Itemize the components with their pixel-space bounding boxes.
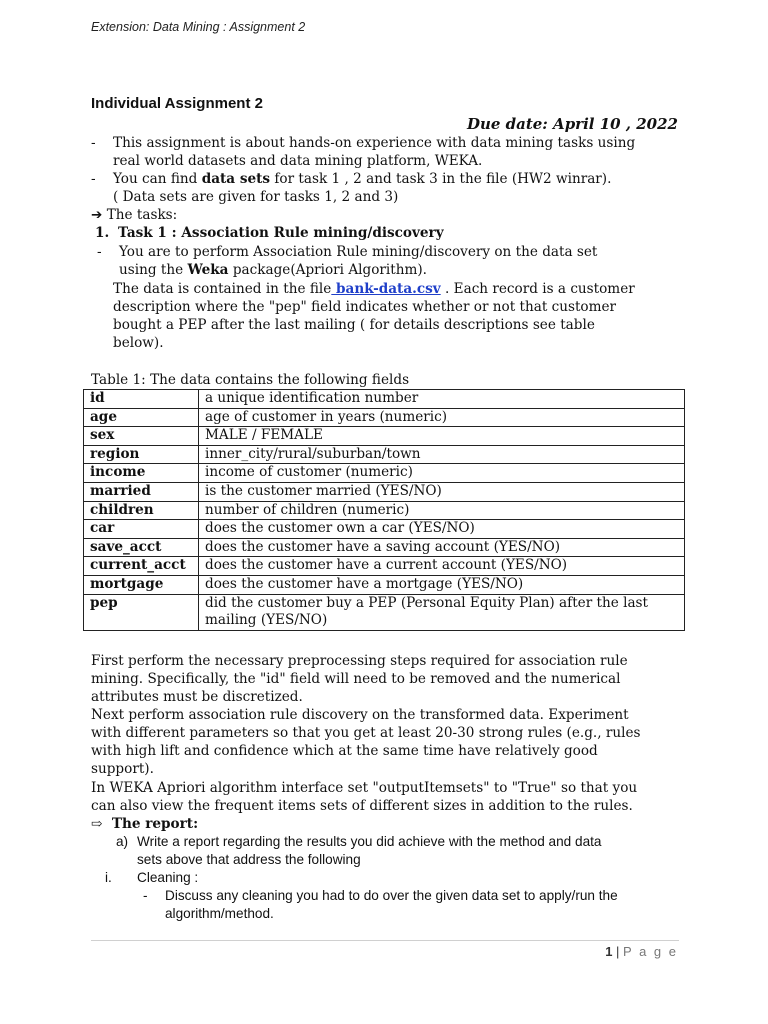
field-name: sex bbox=[84, 427, 199, 446]
table-row bbox=[84, 464, 685, 483]
report-a-line-1: Write a report regarding the results you did achieve with the method and data bbox=[137, 834, 602, 849]
due-date: Due date: April 10 , 2022 bbox=[466, 115, 678, 133]
field-description: is the customer married (YES/NO) bbox=[199, 482, 685, 501]
field-name: age bbox=[84, 408, 199, 427]
field-description: age of customer in years (numeric) bbox=[199, 408, 685, 427]
page-footer: 1 | P a g e bbox=[605, 944, 678, 959]
tasks-line: ➔ The tasks: bbox=[91, 207, 178, 223]
task1-desc-line-3: bought a PEP after the last mailing ( for details descriptions see table bbox=[113, 317, 595, 333]
p2-line-3: with high lift and confidence which at the same time have relatively good bbox=[91, 743, 598, 759]
footer-divider bbox=[91, 940, 679, 941]
task1-heading: Task 1 : Association Rule mining/discovery bbox=[118, 225, 444, 241]
p2-line-2: with different parameters so that you get at least 20-30 strong rules (e.g., rules bbox=[91, 725, 641, 741]
intro-bullet-2-line-1: You can find data sets for task 1 , 2 and task 3 in the file (HW2 winrar). bbox=[113, 171, 612, 187]
field-name: pep bbox=[84, 594, 199, 630]
report-dash-line-1: Discuss any cleaning you had to do over the given data set to apply/run the bbox=[165, 888, 618, 903]
field-name: save_acct bbox=[84, 538, 199, 557]
table-caption: Table 1: The data contains the following fields bbox=[91, 372, 410, 388]
intro-bullet-1-line-1: This assignment is about hands-on experience with data mining tasks using bbox=[113, 135, 636, 151]
dash-marker: - bbox=[97, 244, 102, 260]
table-row bbox=[84, 445, 685, 464]
table-row bbox=[84, 501, 685, 520]
report-dash-line-2: algorithm/method. bbox=[165, 906, 274, 921]
p2-line-1: Next perform association rule discovery on the transformed data. Experiment bbox=[91, 707, 629, 723]
field-name: children bbox=[84, 501, 199, 520]
field-description: does the customer have a mortgage (YES/NO) bbox=[199, 575, 685, 594]
table-row bbox=[84, 538, 685, 557]
p1-line-3: attributes must be discretized. bbox=[91, 689, 303, 705]
field-description: MALE / FEMALE bbox=[199, 427, 685, 446]
task1-desc-line-4: below). bbox=[113, 335, 164, 351]
field-description: does the customer have a saving account (YES/NO) bbox=[199, 538, 685, 557]
field-description: number of children (numeric) bbox=[199, 501, 685, 520]
field-name: married bbox=[84, 482, 199, 501]
task1-data-line: The data is contained in the file bank-data.csv . Each record is a customer bbox=[113, 281, 635, 297]
task1-desc-line-2: description where the "pep" field indicates whether or not that customer bbox=[113, 299, 617, 315]
dash-marker: - bbox=[91, 171, 96, 187]
report-a-label: a) bbox=[116, 834, 129, 849]
task1-number: 1. bbox=[95, 225, 110, 241]
p3-line-1: In WEKA Apriori algorithm interface set "outputItemsets" to "True" so that you bbox=[91, 780, 638, 796]
report-i-label: i. bbox=[105, 870, 112, 885]
p1-line-1: First perform the necessary preprocessing steps required for association rule bbox=[91, 653, 628, 669]
table-row bbox=[84, 520, 685, 539]
report-a-line-2: sets above that address the following bbox=[137, 852, 361, 867]
p3-line-2: can also view the frequent items sets of different sizes in addition to the rules. bbox=[91, 798, 633, 814]
bank-data-link[interactable]: bank-data.csv bbox=[331, 281, 441, 297]
field-description: income of customer (numeric) bbox=[199, 464, 685, 483]
field-description: inner_city/rural/suburban/town bbox=[199, 445, 685, 464]
table-row bbox=[84, 408, 685, 427]
running-header: Extension: Data Mining : Assignment 2 bbox=[91, 20, 306, 34]
report-dash: - bbox=[143, 888, 148, 903]
assignment-title: Individual Assignment 2 bbox=[91, 95, 263, 112]
field-name: car bbox=[84, 520, 199, 539]
field-name: current_acct bbox=[84, 557, 199, 576]
field-description: does the customer own a car (YES/NO) bbox=[199, 520, 685, 539]
arrow-outline-icon: ⇨ bbox=[91, 816, 103, 832]
table-row bbox=[84, 427, 685, 446]
field-description: does the customer have a current account (YES/NO) bbox=[199, 557, 685, 576]
task1-bullet-line-2: using the Weka package(Apriori Algorithm). bbox=[119, 262, 427, 278]
table-row bbox=[84, 390, 685, 409]
report-i-text: Cleaning : bbox=[137, 870, 199, 885]
task1-bullet-line-1: You are to perform Association Rule mining/discovery on the data set bbox=[119, 244, 598, 260]
table-row bbox=[84, 557, 685, 576]
report-heading: ⇨ The report: bbox=[91, 816, 199, 832]
field-description: did the customer buy a PEP (Personal Equity Plan) after the last mailing (YES/NO) bbox=[199, 594, 685, 630]
field-name: income bbox=[84, 464, 199, 483]
p2-line-4: support). bbox=[91, 761, 154, 777]
field-name: mortgage bbox=[84, 575, 199, 594]
fields-table bbox=[83, 389, 685, 631]
arrow-icon: ➔ bbox=[91, 207, 103, 223]
field-description: a unique identification number bbox=[199, 390, 685, 409]
table-row bbox=[84, 482, 685, 501]
field-name: id bbox=[84, 390, 199, 409]
intro-bullet-2-line-2: ( Data sets are given for tasks 1, 2 and 3) bbox=[113, 189, 399, 205]
field-name: region bbox=[84, 445, 199, 464]
p1-line-2: mining. Specifically, the "id" field will need to be removed and the numerical bbox=[91, 671, 621, 687]
table-row bbox=[84, 594, 685, 630]
table-row bbox=[84, 575, 685, 594]
dash-marker: - bbox=[91, 135, 96, 151]
intro-bullet-1-line-2: real world datasets and data mining platform, WEKA. bbox=[113, 153, 483, 169]
